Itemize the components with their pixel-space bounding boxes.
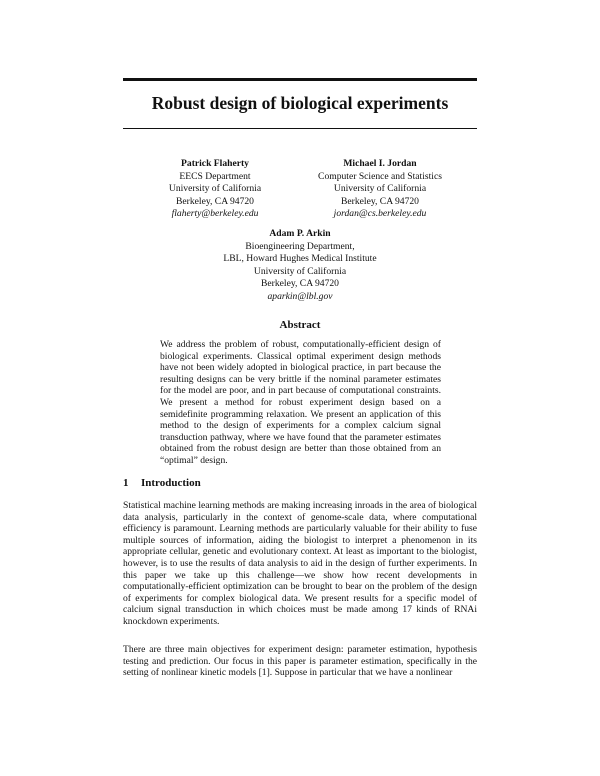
author-affiliation-line: Bioengineering Department, — [245, 240, 355, 252]
abstract-heading: Abstract — [279, 319, 321, 331]
author-affiliation-line: University of California — [168, 183, 262, 195]
intro-paragraph-1: Statistical machine learning methods are making increasing inroads in the area of biological data analysis, particularly in the context of genome-scale data, where computational efficiency is paramount. Learning methods are particularly valuable for their ability to fuse multiple sources of information, aiding the biologist to interpret a phenomenon in its appropriate cellular, genetic and evolutionary context. At least as important to the biologist, however, is to use the results of data analysis to aid in the design of further experiments. In this paper we take up this challenge—we show how recent developments in computationally-efficient optimization can be brought to bear on the problem of the design of experiments for complex biological data. We present results for a specific model of calcium signal transduction in which choices must be made among 17 kinds of RNAi knockdown experiments. — [123, 500, 477, 627]
author-email: flaherty@berkeley.edu — [171, 208, 259, 220]
author-email: jordan@cs.berkeley.edu — [333, 208, 427, 220]
author-affiliation-line: Computer Science and Statistics — [318, 170, 442, 182]
intro-paragraph-2: There are three main objectives for experiment design: parameter estimation, hypothesis testing and prediction. Our focus in this paper is parameter estimation, specifically in the setting of nonlinear kinetic models [1]. Suppose in particular that we have a nonlinear — [123, 644, 477, 679]
title-rule-bottom — [123, 128, 477, 129]
author-name: Michael I. Jordan — [343, 158, 417, 169]
author-affiliation-line: Berkeley, CA 94720 — [341, 195, 419, 207]
author-affiliation-line: Berkeley, CA 94720 — [176, 195, 254, 207]
section-title: Introduction — [141, 477, 201, 489]
author-block-jordan — [290, 158, 470, 221]
section-heading — [123, 477, 201, 489]
abstract-text: We address the problem of robust, computationally-efficient design of biological experiments. Classical optimal experiment design methods have not been widely adopted in biological practice, in part because the resulting designs can be very brittle if the nominal parameter estimates for the model are poor, and in part because of computational constraints. We present a method for robust experiment design based on a semidefinite programming relaxation. We present an application of this method to the design of experiments for a complex calcium signal transduction pathway, where we have found that the parameter estimates obtained from the robust design are better than those obtained from an “optimal” design. — [160, 339, 441, 466]
author-name: Patrick Flaherty — [181, 158, 249, 169]
author-affiliation-line: University of California — [253, 265, 347, 277]
author-affiliation-line: Berkeley, CA 94720 — [261, 278, 339, 290]
author-affiliation-line: University of California — [333, 183, 427, 195]
author-email: aparkin@lbl.gov — [267, 290, 333, 302]
paper-title: Robust design of biological experiments — [151, 93, 449, 113]
author-block-arkin — [200, 228, 400, 304]
author-affiliation-line: LBL, Howard Hughes Medical Institute — [223, 253, 377, 265]
author-name: Adam P. Arkin — [269, 228, 331, 239]
author-block-flaherty — [140, 158, 290, 221]
title-rule-top — [123, 78, 477, 81]
author-affiliation-line: EECS Department — [179, 170, 251, 182]
section-number: 1 — [123, 477, 129, 489]
